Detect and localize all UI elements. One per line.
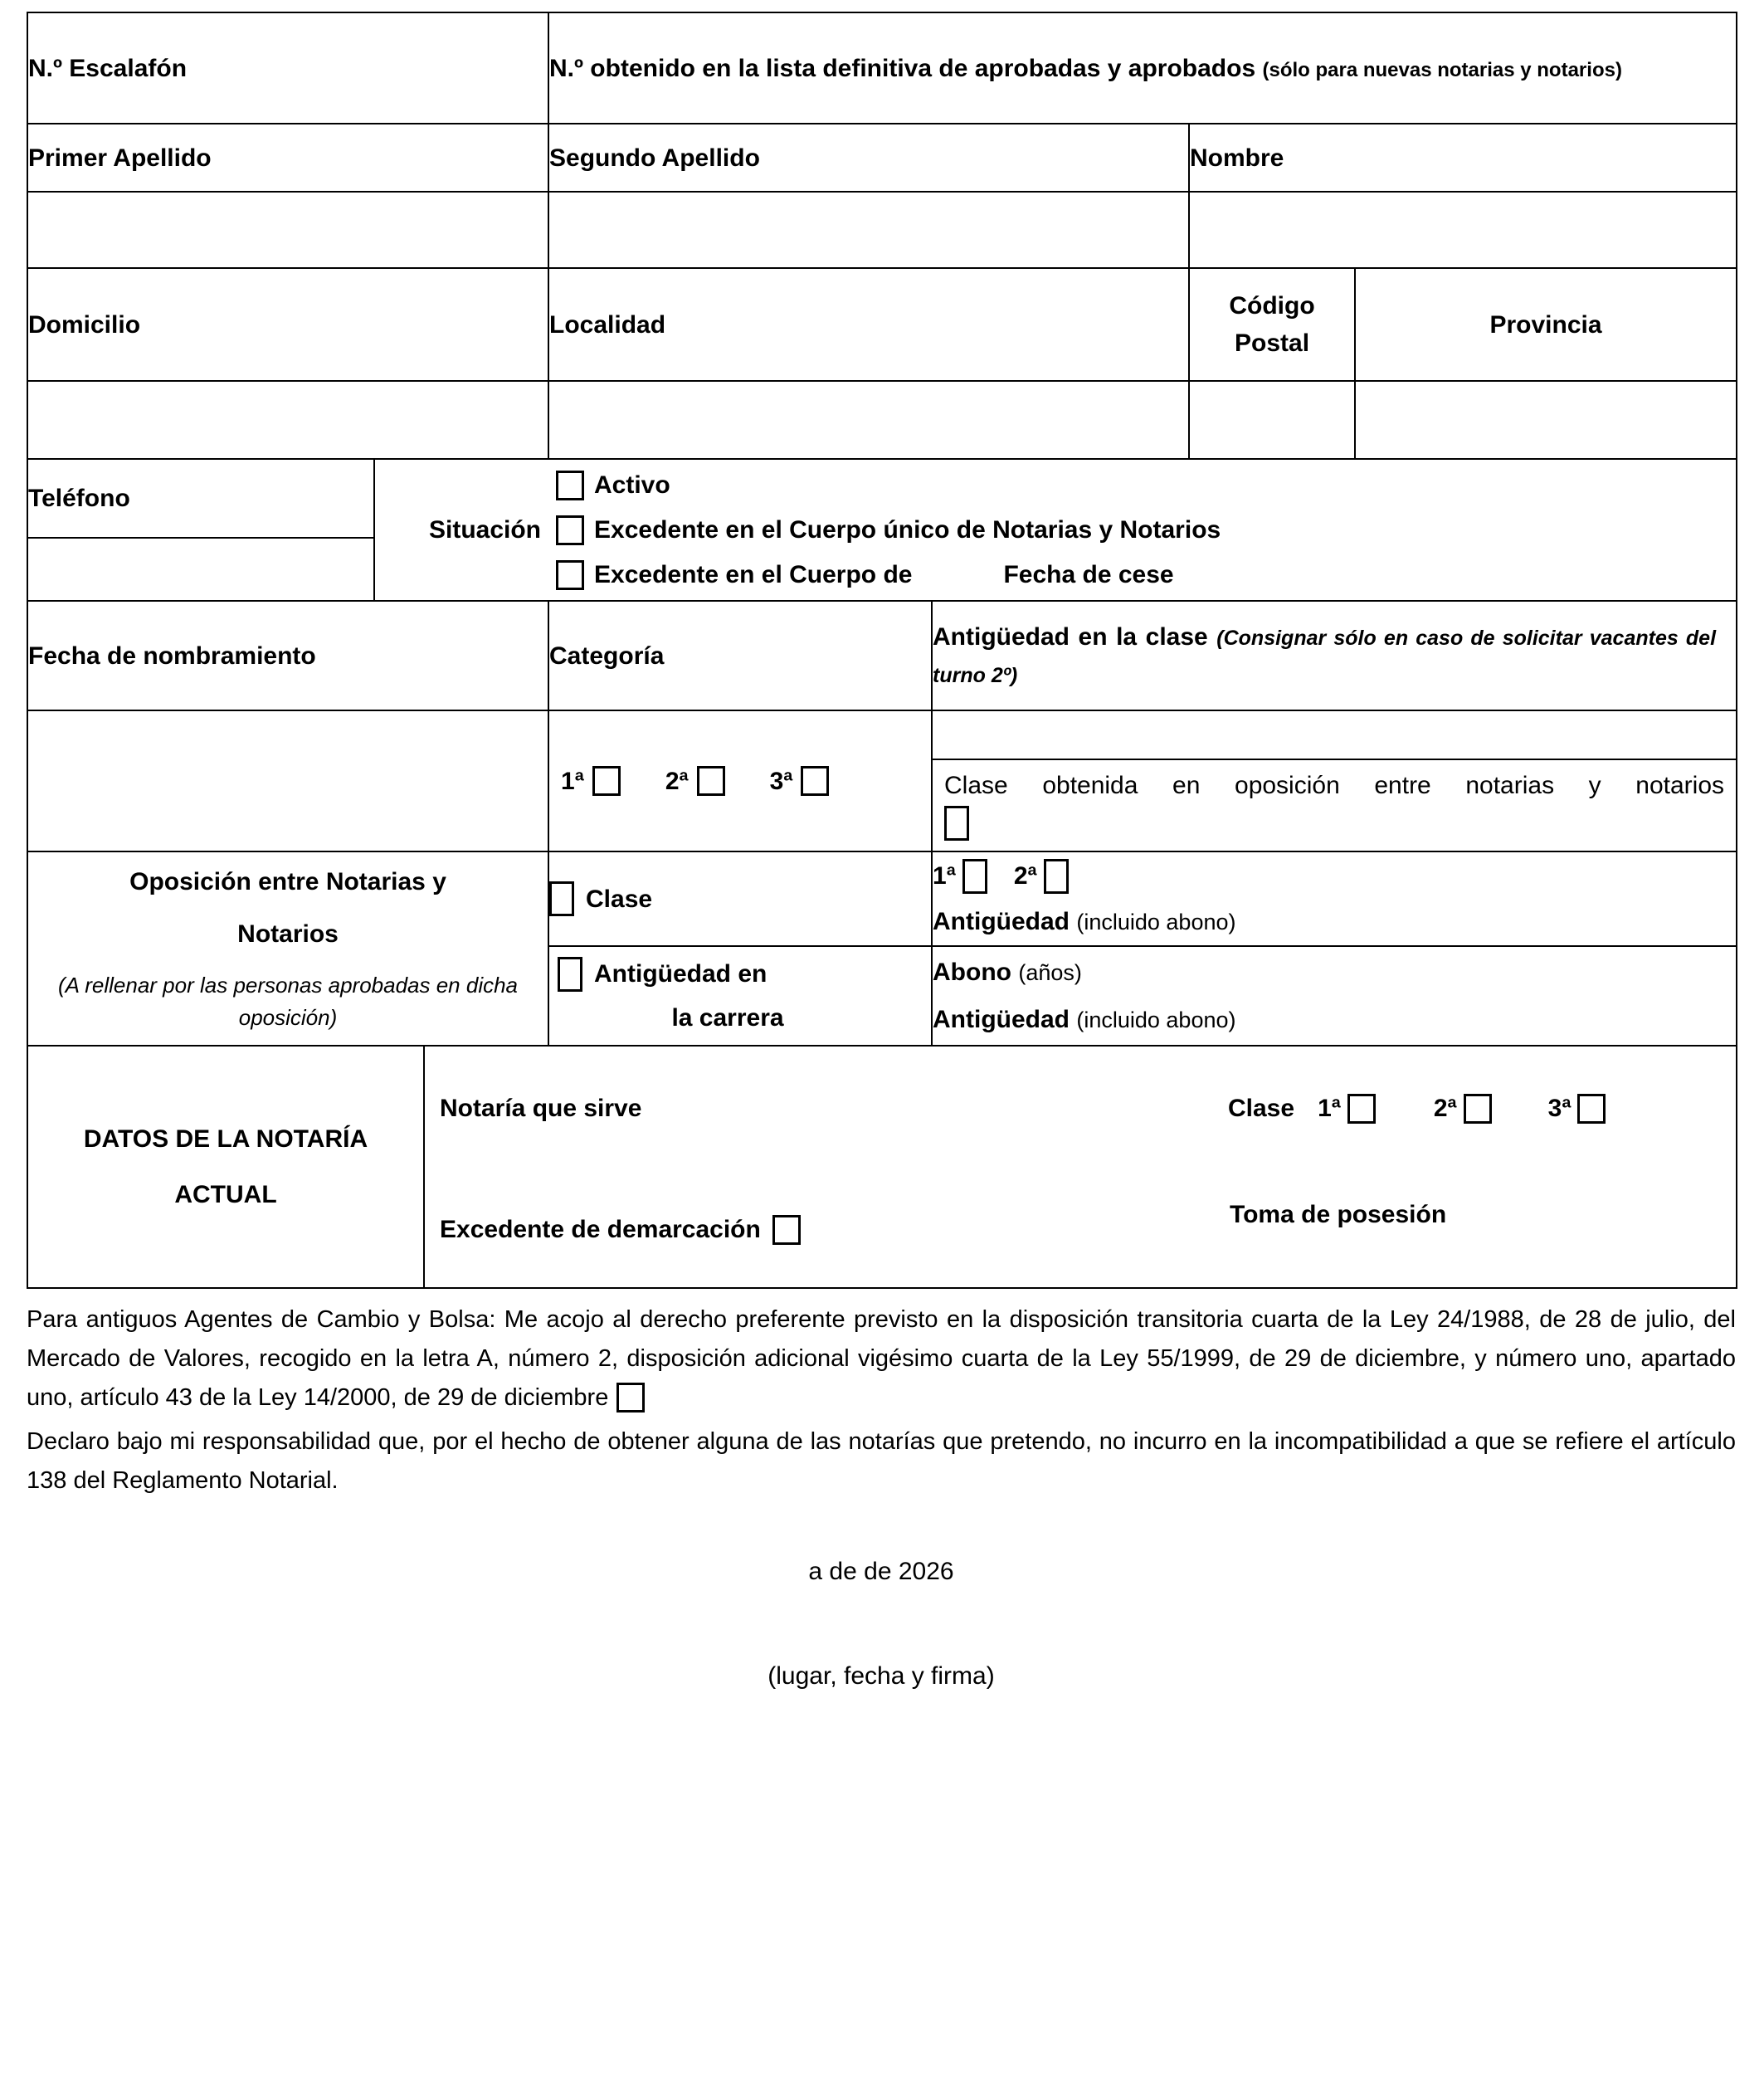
oposicion-antiguedad-label: Antigüedad xyxy=(933,908,1070,935)
row-datos-notaria xyxy=(27,1046,1737,1288)
oposicion-title-note: (A rellenar por las personas aprobadas en dicha oposición) xyxy=(57,973,519,1030)
situacion-option-label: Activo xyxy=(594,471,670,499)
cell-localidad-label xyxy=(548,268,1189,381)
toma-posesion-label: Toma de posesión xyxy=(1230,1201,1447,1228)
codigo-postal-input[interactable] xyxy=(1189,381,1355,459)
primer-apellido-input[interactable] xyxy=(27,192,548,268)
cell-antiguedad-clase-label xyxy=(932,601,1737,710)
categoria-label: Categoría xyxy=(549,642,665,670)
lista-definitiva-note: (sólo para nuevas notarias y notarios) xyxy=(1262,58,1622,81)
notaria-clase-option-3-label: 3ª xyxy=(1547,1095,1572,1122)
declaration-section xyxy=(27,1300,1736,1697)
checkbox-excedente-demarcacion-icon[interactable] xyxy=(772,1215,801,1245)
cell-provincia-label xyxy=(1355,268,1737,381)
segundo-apellido-input[interactable] xyxy=(548,192,1189,268)
checkbox-oposicion-clase-1-icon[interactable] xyxy=(962,859,987,894)
oposicion-antiguedad2-label: Antigüedad xyxy=(933,1006,1070,1033)
cell-lista-definitiva-label xyxy=(548,12,1737,124)
situacion-option-excedente-cuerpo-de[interactable] xyxy=(556,556,1221,593)
row-telefono-label xyxy=(27,459,1737,538)
categoria-option-3-label: 3ª xyxy=(769,767,793,795)
cell-categoria-label xyxy=(548,601,932,710)
checkbox-notaria-clase-2-icon[interactable] xyxy=(1464,1094,1492,1124)
cell-oposicion-clase-values xyxy=(932,851,1737,946)
cell-oposicion-title xyxy=(27,851,548,1046)
cell-categoria-checkboxes xyxy=(548,710,932,851)
datos-notaria-title-line1: DATOS DE LA NOTARÍA xyxy=(83,1125,368,1153)
signature-date-line: a de de 2026 xyxy=(808,1557,954,1585)
situacion-option-label: Excedente en el Cuerpo único de Notarias y Notarios xyxy=(594,516,1221,544)
domicilio-input[interactable] xyxy=(27,381,548,459)
excedente-demarcacion-option[interactable] xyxy=(440,1211,801,1248)
row-address-inputs xyxy=(27,381,1737,459)
oposicion-title-line2: Notarios xyxy=(237,920,339,948)
situacion-option-excedente-cuerpo-unico[interactable] xyxy=(556,511,1221,549)
primer-apellido-label: Primer Apellido xyxy=(28,144,212,172)
escalafon-label: N.º Escalafón xyxy=(28,54,188,82)
fecha-cese-label: Fecha de cese xyxy=(1003,561,1174,588)
antiguedad-clase-note: (Consignar sólo en caso de solicitar vacantes del turno 2º) xyxy=(933,627,1717,687)
signature-caption: (lugar, fecha y firma) xyxy=(767,1662,995,1691)
cell-fecha-nombramiento-label xyxy=(27,601,548,710)
checkbox-notaria-clase-1-icon[interactable] xyxy=(1347,1094,1376,1124)
oposicion-antiguedad2-note: (incluido abono) xyxy=(1076,1008,1236,1032)
cell-domicilio-label xyxy=(27,268,548,381)
checkbox-categoria-1-icon[interactable] xyxy=(592,766,621,796)
excedente-demarcacion-label: Excedente de demarcación xyxy=(440,1216,761,1243)
fecha-nombramiento-input[interactable] xyxy=(27,710,548,851)
checkbox-oposicion-clase-2-icon[interactable] xyxy=(1044,859,1069,894)
cell-codigo-postal-label xyxy=(1189,268,1355,381)
checkbox-oposicion-clase-icon[interactable] xyxy=(549,881,574,916)
cell-situacion xyxy=(374,459,1737,601)
notaria-que-sirve-input[interactable] xyxy=(674,1090,1138,1126)
situacion-block xyxy=(375,460,1736,600)
cell-primer-apellido-label xyxy=(27,124,548,192)
localidad-input[interactable] xyxy=(548,381,1189,459)
form-table xyxy=(27,12,1737,1289)
checkbox-categoria-3-icon[interactable] xyxy=(801,766,829,796)
codigo-postal-label: Código Postal xyxy=(1229,292,1315,357)
notaria-clase-option-1-label: 1ª xyxy=(1318,1095,1341,1122)
agentes-cambio-bolsa-text: Para antiguos Agentes de Cambio y Bolsa: Me acojo al derecho preferente previsto en la disposición transitoria cuarta de la Ley 24/1988, de 28 de julio, del Mercado de Valores, recogido en la letra A, número 2, disposición adicional vigésimo cuarta de la Ley 55/1999, de 29 de diciembre, y número uno, apartado uno, artículo 43 de la Ley 14/2000, de 29 de diciembre xyxy=(27,1306,1736,1411)
oposicion-antiguedad2-row xyxy=(933,1001,1736,1038)
row-name-headers xyxy=(27,124,1737,192)
cell-oposicion-abono-values xyxy=(932,946,1737,1046)
antiguedad-clase-input[interactable] xyxy=(933,712,1736,759)
segundo-apellido-label: Segundo Apellido xyxy=(549,144,760,172)
cell-segundo-apellido-label xyxy=(548,124,1189,192)
notaria-clase-option-2-label: 2ª xyxy=(1433,1095,1457,1122)
telefono-input[interactable] xyxy=(27,538,374,602)
oposicion-clase-option-1-label: 1ª xyxy=(933,862,956,890)
checkbox-activo-icon[interactable] xyxy=(556,471,584,500)
incompatibilidad-paragraph: Declaro bajo mi responsabilidad que, por el hecho de obtener alguna de las notarías que pretendo, no incurro en la incompatibilidad a que se refiere el artículo 138 del Reglamento Notarial. xyxy=(27,1427,1736,1494)
oposicion-abono-note: (años) xyxy=(1018,960,1082,985)
checkbox-notaria-clase-3-icon[interactable] xyxy=(1577,1094,1606,1124)
cell-escalafon-label xyxy=(27,12,548,124)
cell-datos-notaria-title xyxy=(27,1046,424,1288)
signature-block xyxy=(27,1552,1736,1697)
datos-notaria-title-line2: ACTUAL xyxy=(174,1181,277,1208)
localidad-label: Localidad xyxy=(549,310,666,339)
cell-oposicion-carrera xyxy=(548,946,932,1046)
row-oposicion-clase xyxy=(27,851,1737,946)
clase-obtenida-label: Clase obtenida en oposición entre notarias y notarios xyxy=(944,772,1725,799)
oposicion-clase-choices xyxy=(933,857,1736,895)
categoria-options xyxy=(549,763,931,800)
oposicion-antiguedad-note: (incluido abono) xyxy=(1076,910,1236,934)
checkbox-categoria-2-icon[interactable] xyxy=(697,766,725,796)
categoria-option-2-label: 2ª xyxy=(665,767,689,795)
notaria-que-sirve-label: Notaría que sirve xyxy=(440,1095,642,1122)
oposicion-clase-label: Clase xyxy=(586,885,653,913)
oposicion-carrera-label-line1: Antigüedad en xyxy=(594,960,767,988)
situacion-options xyxy=(556,466,1221,593)
toma-posesion-input[interactable] xyxy=(1230,1236,1611,1272)
datos-notaria-panel xyxy=(425,1048,1736,1286)
oposicion-clase-option[interactable] xyxy=(549,881,931,918)
notaria-clase-choices xyxy=(1228,1090,1606,1127)
telefono-label: Teléfono xyxy=(28,484,130,512)
checkbox-agentes-cambio-bolsa-icon[interactable] xyxy=(616,1383,645,1412)
oposicion-title-line1: Oposición entre Notarias y xyxy=(129,868,446,895)
checkbox-excedente-cuerpo-unico-icon[interactable] xyxy=(556,515,584,545)
provincia-input[interactable] xyxy=(1355,381,1737,459)
cell-telefono-label xyxy=(27,459,374,538)
cell-nombre-label xyxy=(1189,124,1737,192)
domicilio-label: Domicilio xyxy=(28,310,141,339)
row-nombramiento-headers xyxy=(27,601,1737,710)
provincia-label: Provincia xyxy=(1489,310,1602,339)
cell-antiguedad-clase-body xyxy=(932,710,1737,851)
checkbox-antiguedad-carrera-icon[interactable] xyxy=(558,957,582,992)
row-nombramiento-inputs xyxy=(27,710,1737,851)
row-escalafon xyxy=(27,12,1737,124)
oposicion-abono-label: Abono xyxy=(933,959,1011,986)
row-name-inputs xyxy=(27,192,1737,268)
antiguedad-clase-label: Antigüedad en la clase xyxy=(933,623,1208,651)
checkbox-excedente-cuerpo-de-icon[interactable] xyxy=(556,560,584,590)
notaria-clase-label: Clase xyxy=(1228,1095,1295,1122)
fecha-nombramiento-label: Fecha de nombramiento xyxy=(28,642,316,670)
lista-definitiva-label: N.º obtenido en la lista definitiva de aprobadas y aprobados xyxy=(549,54,1256,82)
categoria-option-1-label: 1ª xyxy=(561,767,584,795)
oposicion-abono-row xyxy=(933,954,1736,991)
nombre-input[interactable] xyxy=(1189,192,1737,268)
situacion-label: Situación xyxy=(428,516,541,544)
situacion-option-activo[interactable] xyxy=(556,466,1221,504)
row-address-headers xyxy=(27,268,1737,381)
cell-datos-notaria-body xyxy=(424,1046,1737,1288)
checkbox-clase-obtenida-icon[interactable] xyxy=(944,806,969,841)
agentes-cambio-bolsa-paragraph xyxy=(27,1300,1736,1417)
clase-obtenida-block xyxy=(933,759,1736,850)
cell-oposicion-clase xyxy=(548,851,932,946)
oposicion-carrera-option[interactable] xyxy=(558,955,931,993)
oposicion-clase-option-2-label: 2ª xyxy=(1013,862,1037,890)
oposicion-carrera-label-line2: la carrera xyxy=(671,1004,784,1032)
oposicion-antiguedad-row xyxy=(933,903,1736,940)
situacion-option-label: Excedente en el Cuerpo de xyxy=(594,561,913,588)
nombre-label: Nombre xyxy=(1190,144,1284,172)
